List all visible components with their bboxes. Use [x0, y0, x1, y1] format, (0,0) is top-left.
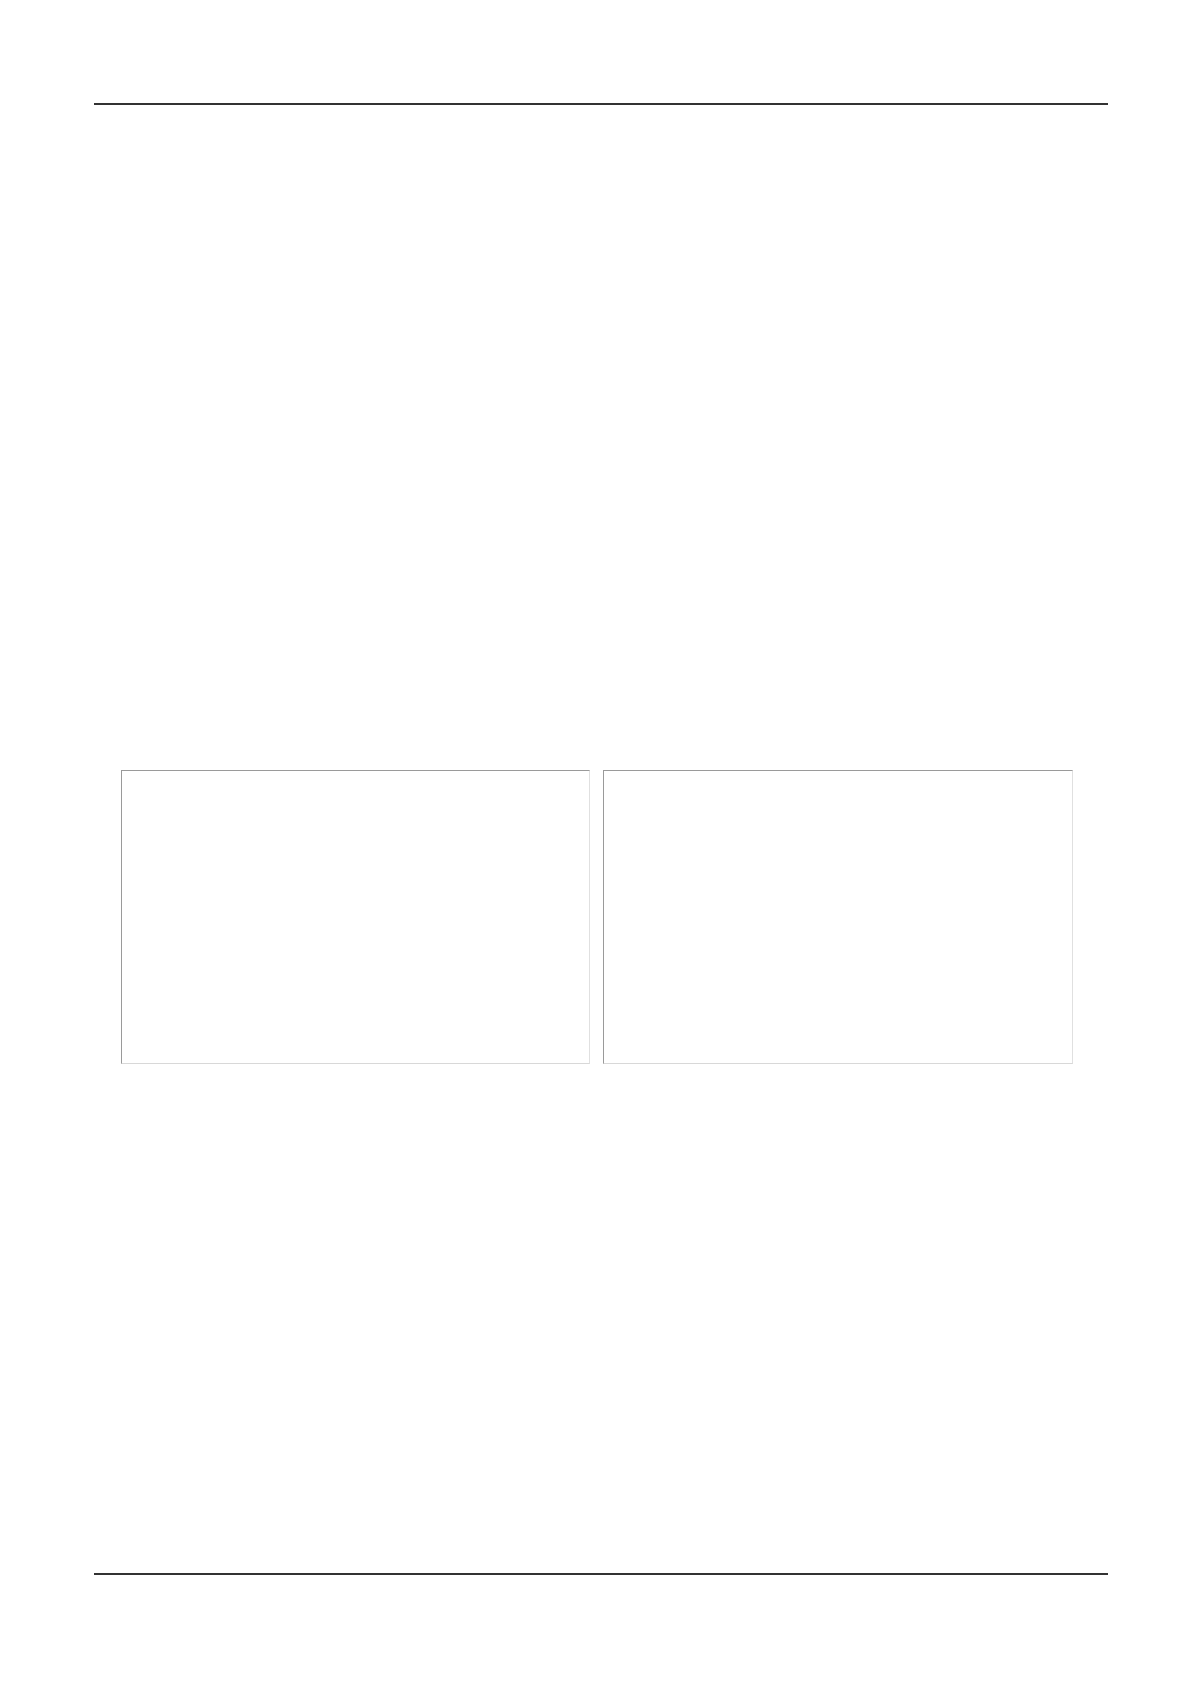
radar-chart-to-be [603, 770, 1073, 1064]
radar-chart-as-is-svg [122, 771, 589, 1063]
header-rule [94, 103, 1108, 105]
radar-chart-to-be-svg [604, 771, 1072, 1063]
footer-rule [94, 1573, 1108, 1575]
radar-chart-as-is [121, 770, 590, 1064]
